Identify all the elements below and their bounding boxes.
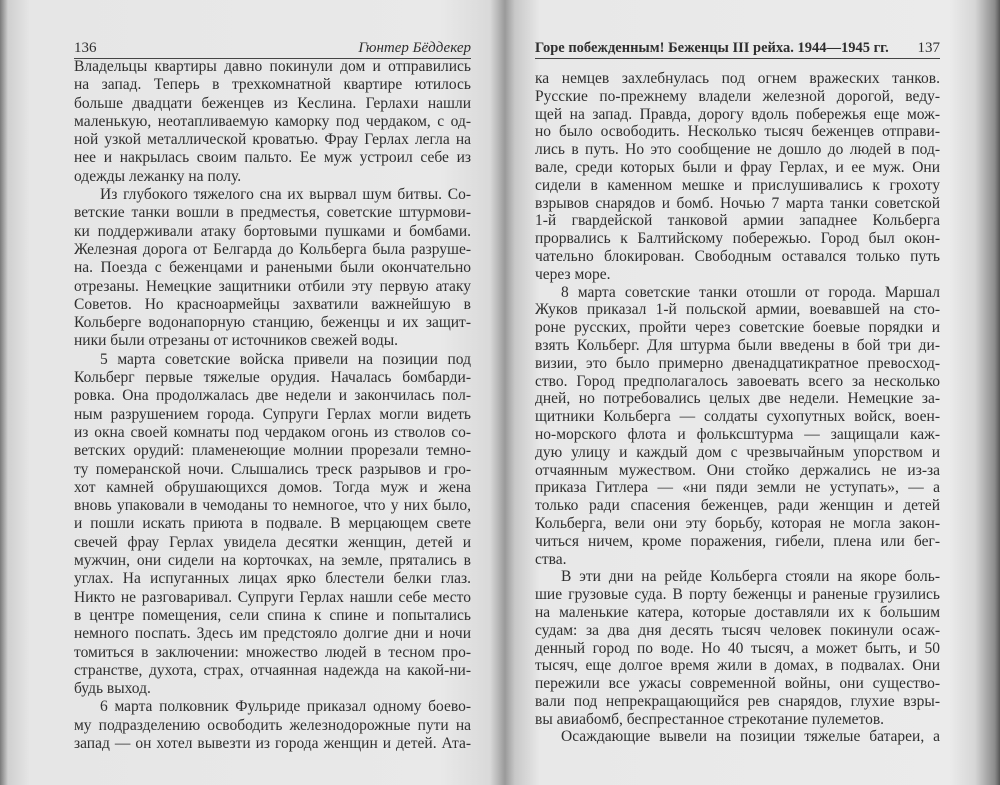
text-line: мужчин, они сидели на корточках, на земле, прятались в	[74, 552, 471, 570]
text-line: вали под непрекращающийся рев снарядов, глухие взры-	[535, 692, 940, 710]
text-line: Железная дорога от Белгарда до Кольберга была разруше-	[74, 240, 471, 258]
text-line: денный город по воде. Но 40 тысяч, а может быть, и 50	[535, 639, 940, 657]
text-line: томиться в заключении: множество людей в тесном про-	[74, 643, 471, 661]
text-line: больше двадцати беженцев из Кеслина. Герлахи нашли	[74, 94, 471, 112]
text-line: Владельцы квартиры давно покинули дом и отправились	[74, 58, 471, 75]
paragraph	[535, 284, 940, 569]
left-page-body	[74, 58, 471, 753]
right-page-body	[535, 70, 940, 746]
text-line: ники были отрезаны от источников свежей воды.	[74, 332, 399, 350]
paragraph	[535, 70, 940, 284]
text-line: вы авиабомб, беспрестанное стрекотание пулеметов.	[535, 710, 885, 728]
page-number: 136	[74, 40, 97, 56]
text-line: вале, среди которых были и фрау Герлах, и ее муж. Они	[535, 158, 940, 176]
text-line: ства.	[535, 550, 567, 568]
left-page-header	[74, 38, 471, 59]
paragraph	[74, 351, 471, 699]
paragraph	[535, 568, 940, 728]
paragraph	[535, 728, 940, 746]
page-number: 137	[917, 40, 940, 56]
text-line: на запад. Теперь в трехкомнатной квартире ютилось	[74, 76, 471, 94]
text-line: отчаянным мужеством. Они стойко держались не из-за	[535, 461, 940, 479]
text-line: 6 марта полковник Фульриде приказал одному боево-	[100, 698, 471, 716]
text-line: дней, но потребовались целых две недели. Немецкие за-	[535, 390, 940, 408]
text-line: ветских орудий: пламенеющие молнии прорезали темно-	[74, 442, 471, 460]
text-line: но-морского флота и фольксштурма — защищали каж-	[535, 425, 940, 443]
text-line: будь выход.	[74, 680, 151, 698]
text-line: маленькую, неотапливаемую каморку под чердаком, с од-	[74, 112, 471, 130]
text-line: углах. На испуганных лицах ярко блестели белки глаз.	[74, 570, 471, 588]
text-line: щитники Кольберга — солдаты сухопутных войск, воен-	[535, 408, 940, 426]
text-line: ной узкой металлической кроватью. Фрау Герлах легла на	[74, 131, 471, 149]
text-line: ветские танки вошли в предместья, советские штурмови-	[74, 204, 471, 222]
text-line: Кольберге водонапорную станцию, беженцы и их защит-	[74, 314, 471, 332]
right-page-header	[535, 38, 940, 59]
text-line: Советов. Но красноармейцы захватили важнейшую в	[74, 295, 471, 313]
text-line: одежды лежанку на полу.	[74, 167, 242, 185]
text-line: щей на запад. Правда, дорогу вдоль побережья еще мож-	[535, 105, 940, 123]
text-line: в центре помещения, сели спина к спине и попытались	[74, 606, 471, 624]
text-line: отрезаны. Немецкие защитники отбили эту первую атаку	[74, 277, 471, 295]
text-line: прорвались к Балтийскому побережью. Город был окон-	[535, 230, 940, 248]
text-line: В эти дни на рейде Кольберга стояли на якоре боль-	[561, 568, 940, 586]
text-line: 8 марта советские танки отошли от города. Маршал	[561, 283, 940, 301]
text-line: ровка. Она продолжалась две недели и закончилась пол-	[74, 387, 471, 405]
text-line: ки поддерживали атаку бортовыми пушками и бомбами.	[74, 222, 471, 240]
text-line: на. Поезда с беженцами и ранеными были окончательно	[74, 259, 471, 277]
text-line: чательно блокирован. Свободным оставался только путь	[535, 247, 940, 265]
text-line: немного поспать. Здесь им предстояло долгие дни и ночи	[74, 625, 471, 643]
paragraph	[74, 698, 471, 753]
text-line: 5 марта советские войска привели на позиции под	[100, 350, 471, 368]
text-line: пережили все ужасы современной войны, они существо-	[535, 675, 940, 693]
text-line: судам: за два дня десять тысяч человек покинули осаж-	[535, 621, 940, 639]
text-line: роне русских, пройти через советские боевые порядки и	[535, 319, 940, 337]
text-line: Жуков приказал 1-й польской армии, воевавшей на сто-	[535, 301, 940, 319]
text-line: му подразделению освободить железнодорожные пути на	[74, 716, 471, 734]
text-line: запад — он хотел вывезти из города женщин и детей. Ата-	[74, 734, 471, 752]
text-line: но было освободить. Несколько тысяч беженцев отправи-	[535, 123, 940, 141]
text-line: Из глубокого тяжелого сна их вырвал шум битвы. Со-	[100, 186, 471, 204]
text-line: ту померанской ночи. Слышались треск разрывов и гро-	[74, 460, 471, 478]
text-line: взрывов снарядов и бомб. Ночью 7 марта танки советской	[535, 194, 940, 212]
text-line: Кольберга, вели они эту борьбу, которая не могла закон-	[535, 514, 940, 532]
text-line: читься ничем, кроме поражения, гибели, плена или бег-	[535, 532, 940, 550]
text-line: Никто не разговаривал. Супруги Герлах нашли себе место	[74, 588, 471, 606]
text-line: визии, это было примерно двенадцатикратное превосход-	[535, 354, 940, 372]
text-line: только ради спасения беженцев, ради женщин и детей	[535, 497, 940, 515]
text-line: через море.	[535, 265, 611, 283]
paragraph	[74, 186, 471, 351]
text-line: на маленькие катера, которые доставляли их к большим	[535, 603, 940, 621]
text-line: нее и накрылась своим пальто. Ее муж устроил себе из	[74, 149, 471, 167]
running-head-author: Гюнтер Бёддекер	[358, 40, 471, 56]
text-line: свечей фрау Герлах увидела десятки женщин, детей и	[74, 533, 471, 551]
text-line: 1-й гвардейской танковой армии западнее Кольберга	[535, 212, 940, 230]
paragraph	[74, 58, 471, 186]
text-line: из окна своей комнаты под чердаком огонь из стволов со-	[74, 423, 471, 441]
text-line: шие грузовые суда. В порту беженцы и раненые грузились	[535, 586, 940, 604]
text-line: странстве, духота, страх, отчаянная надежда на какой-ни-	[74, 661, 471, 679]
text-line: ка немцев захлебнулась под огнем вражеских танков.	[535, 70, 940, 87]
text-line: вновь упаковали в чемоданы то немногое, что у них было,	[74, 497, 471, 515]
text-line: сидели в каменном мешке и прислушивались к грохоту	[535, 176, 940, 194]
text-line: лись в путь. Но это сообщение не дошло до людей в под-	[535, 141, 940, 159]
text-line: взять Кольберг. Для штурма были введены в бой три ди-	[535, 336, 940, 354]
text-line: и пошли искать приюта в подвале. В мерцающем свете	[74, 515, 471, 533]
text-line: Русские по-прежнему владели железной дорогой, веду-	[535, 87, 940, 105]
running-head-title: Горе побежденным! Беженцы III рейха. 1944—1945 гг.	[535, 40, 889, 56]
text-line: Осаждающие вывели на позиции тяжелые батареи, а	[561, 728, 940, 746]
text-line: ным разрушением города. Супруги Герлах могли видеть	[74, 405, 471, 423]
text-line: дую улицу и каждый дом с чрезвычайным упорством и	[535, 443, 940, 461]
text-line: ство. Город предполагалось завоевать всего за несколько	[535, 372, 940, 390]
text-line: Кольберг первые тяжелые орудия. Началась бомбарди-	[74, 369, 471, 387]
text-line: тысяч, еще долгое время жили в домах, в подвалах. Они	[535, 657, 940, 675]
text-line: приказа Гитлера — «ни пяди земли не уступать», — а	[535, 479, 940, 497]
text-line: хот камней обрушающихся домов. Тогда муж и жена	[74, 478, 471, 496]
